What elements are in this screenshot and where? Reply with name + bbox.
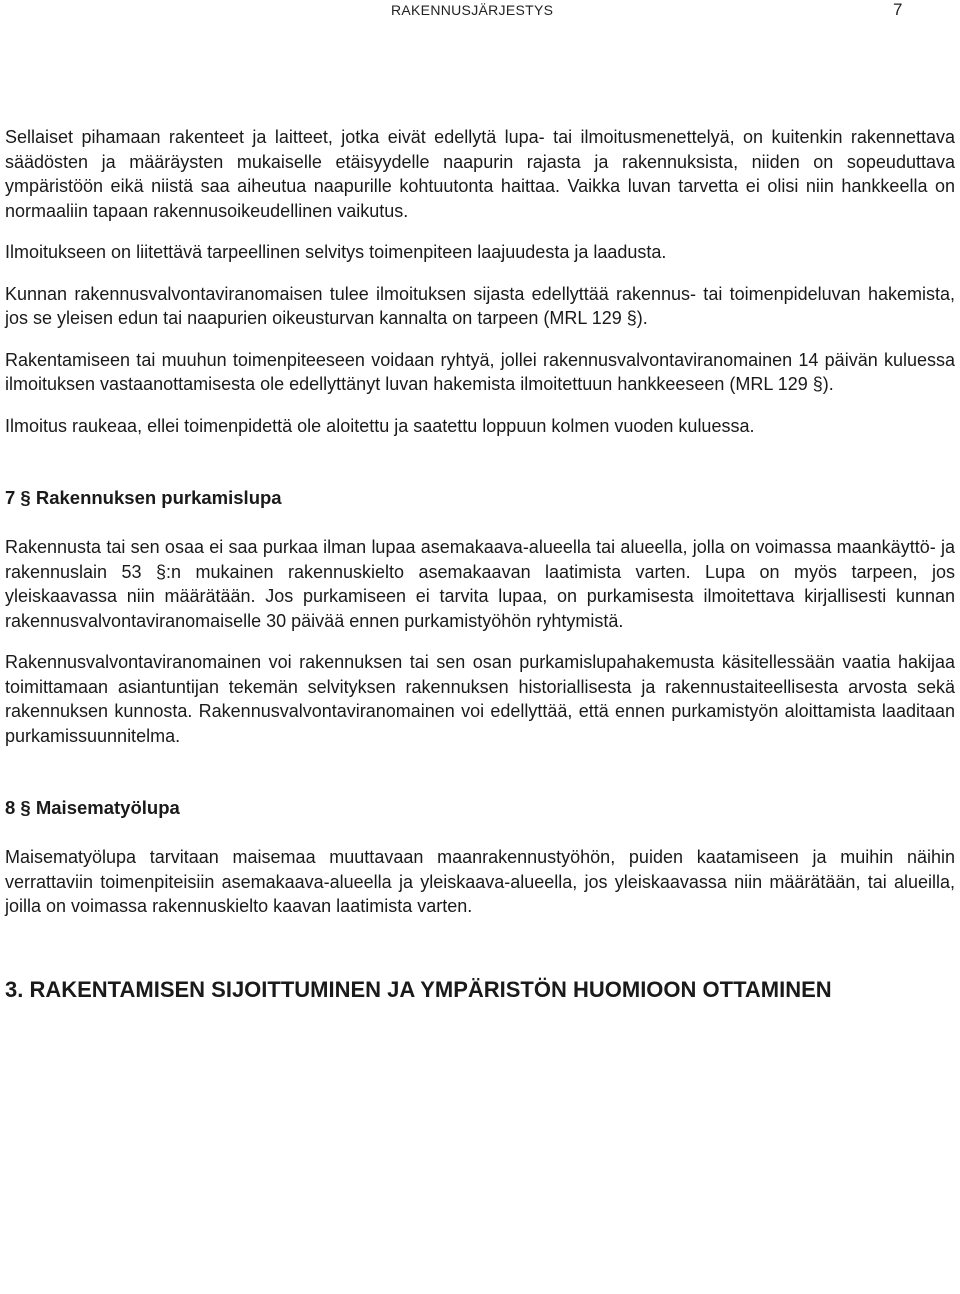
paragraph-yard-structures: Sellaiset pihamaan rakenteet ja laitteet, jotka eivät edellytä lupa- tai ilmoitusmenettelyä, on kuitenkin rakennettava säädösten ja määräysten mukaiselle etäisyydelle naapurin rajasta ja rakennuksista, niiden on sopeuduttava ympäristöön eikä niistä saa aiheutua naapurille kohtuutonta haittaa. Vaikka luvan tarvetta ei olisi niin hankkeella on normaaliin tapaan rakennusoikeudellinen vaikutus.	[5, 127, 955, 221]
paragraph-start-work: Rakentamiseen tai muuhun toimenpiteeseen voidaan ryhtyä, jollei rakennusvalvontaviranomainen 14 päivän kuluessa ilmoituksen vastaanottamisesta ole edellyttänyt luvan hakemista ilmoitettuun hankkeeseen (MRL 129 §).	[5, 349, 955, 394]
section-7-heading: 7 § Rakennuksen purkamislupa	[5, 487, 282, 508]
paragraph-permit-requirement: Kunnan rakennusvalvontaviranomaisen tulee ilmoituksen sijasta edellyttää rakennus- tai toimenpideluvan hakemista, jos se yleisen edun tai naapurien oikeusturvan kannalta on tarpeen (MRL 129 §).	[5, 283, 955, 328]
page-number: 7	[893, 0, 903, 19]
page-header	[0, 0, 960, 26]
section-8-paragraph-1: Maisematyölupa tarvitaan maisemaa muuttavaan maanrakennustyöhön, puiden kaatamiseen ja muihin näihin verrattaviin toimenpiteisiin asemakaava-alueella ja yleiskaava-alueella, jos yleiskaavassa niin määrätään, tai alueilla, joilla on voimassa rakennuskielto kaavan laatimista varten.	[5, 847, 955, 916]
section-8-heading: 8 § Maisematyölupa	[5, 797, 180, 818]
paragraph-notification-expiry: Ilmoitus raukeaa, ellei toimenpidettä ole aloitettu ja saatettu loppuun kolmen vuoden kuluessa.	[5, 415, 755, 436]
paragraph-notification-attachments: Ilmoitukseen on liitettävä tarpeellinen selvitys toimenpiteen laajuudesta ja laadusta.	[5, 242, 667, 262]
document-body	[5, 125, 955, 1004]
chapter-3-heading: 3. RAKENTAMISEN SIJOITTUMINEN JA YMPÄRISTÖN HUOMIOON OTTAMINEN	[5, 976, 832, 1002]
section-7-paragraph-1: Rakennusta tai sen osaa ei saa purkaa ilman lupaa asemakaava-alueella tai alueella, jolla on voimassa maankäyttö- ja rakennuslain 53 §:n mukainen rakennuskielto asemakaavan laatimista varten. Lupa on myös tarpeen, jos yleiskaavassa niin määrätään. Jos purkamiseen ei tarvita lupaa, on purkamisesta ilmoitettava kirjallisesti kunnan rakennusvalvontaviranomaiselle 30 päivää ennen purkamistyöhön ryhtymistä.	[5, 537, 955, 631]
running-header-title: RAKENNUSJÄRJESTYS	[391, 2, 554, 18]
section-7-paragraph-2: Rakennusvalvontaviranomainen voi rakennuksen tai sen osan purkamislupahakemusta käsitellessään vaatia hakijaa toimittamaan asiantuntijan tekemän selvityksen rakennuksen historiallisesta ja rakennustaiteellisesta arvosta sekä rakennuksen kunnosta. Rakennusvalvontaviranomainen voi edellyttää, että ennen purkamistyön aloittamista laaditaan purkamissuunnitelma.	[5, 652, 955, 746]
